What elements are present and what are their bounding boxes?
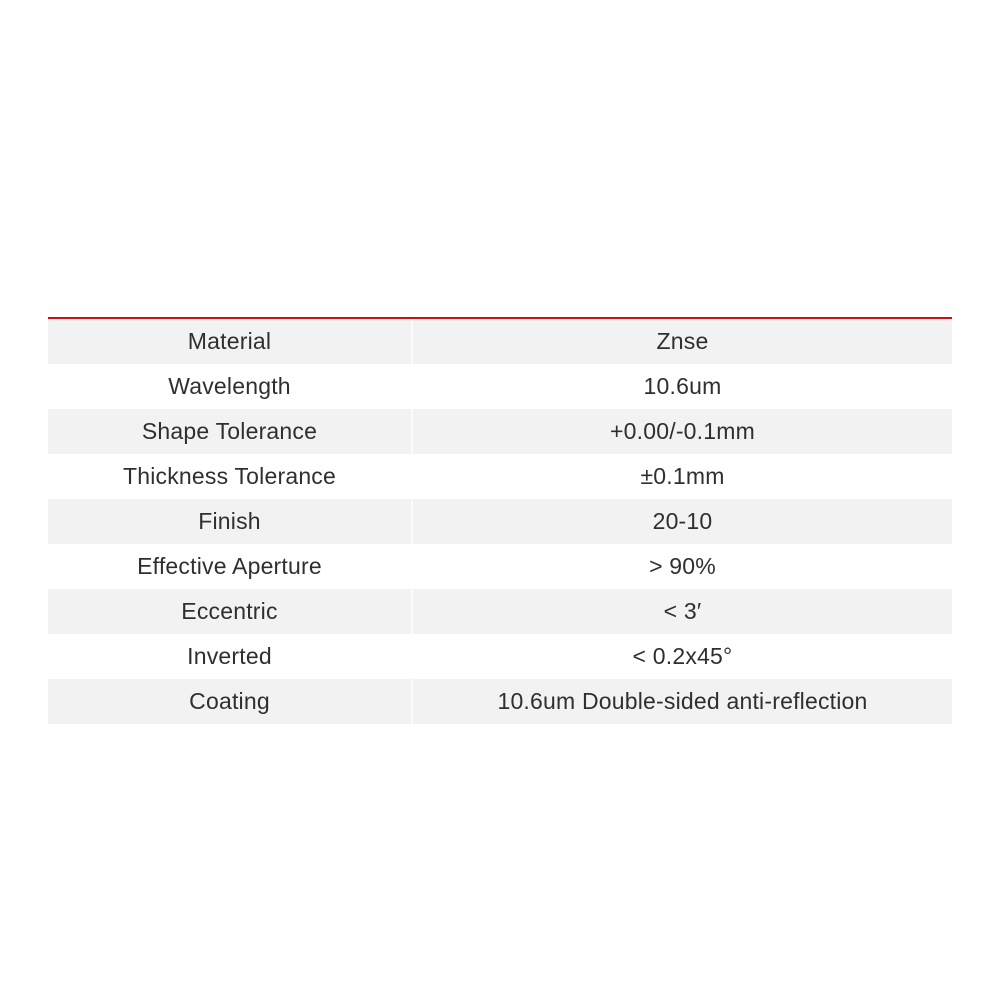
- spec-label: Coating: [48, 679, 413, 724]
- spec-value: Znse: [656, 328, 709, 354]
- spec-row: [48, 679, 952, 724]
- spec-value: < 0.2x45°: [632, 643, 733, 669]
- spec-label: Material: [48, 319, 413, 364]
- spec-label: Inverted: [48, 634, 413, 679]
- spec-table: [48, 317, 952, 724]
- spec-row: [48, 319, 952, 364]
- spec-row: [48, 364, 952, 409]
- spec-label: Thickness Tolerance: [48, 454, 413, 499]
- spec-row: [48, 454, 952, 499]
- spec-value: ±0.1mm: [640, 463, 725, 489]
- spec-label: Shape Tolerance: [48, 409, 413, 454]
- spec-label: Eccentric: [48, 589, 413, 634]
- spec-value: 10.6um Double-sided anti-reflection: [497, 688, 868, 714]
- spec-label: Finish: [48, 499, 413, 544]
- spec-row: [48, 544, 952, 589]
- spec-row: [48, 499, 952, 544]
- spec-label: Effective Aperture: [48, 544, 413, 589]
- spec-value: 20-10: [652, 508, 713, 534]
- spec-row: [48, 634, 952, 679]
- spec-rows: [48, 319, 952, 724]
- spec-value: +0.00/-0.1mm: [610, 418, 755, 444]
- spec-value: > 90%: [649, 553, 716, 579]
- spec-row: [48, 409, 952, 454]
- spec-value: 10.6um: [643, 373, 722, 399]
- spec-label: Wavelength: [48, 364, 413, 409]
- spec-value: < 3′: [663, 598, 702, 624]
- spec-row: [48, 589, 952, 634]
